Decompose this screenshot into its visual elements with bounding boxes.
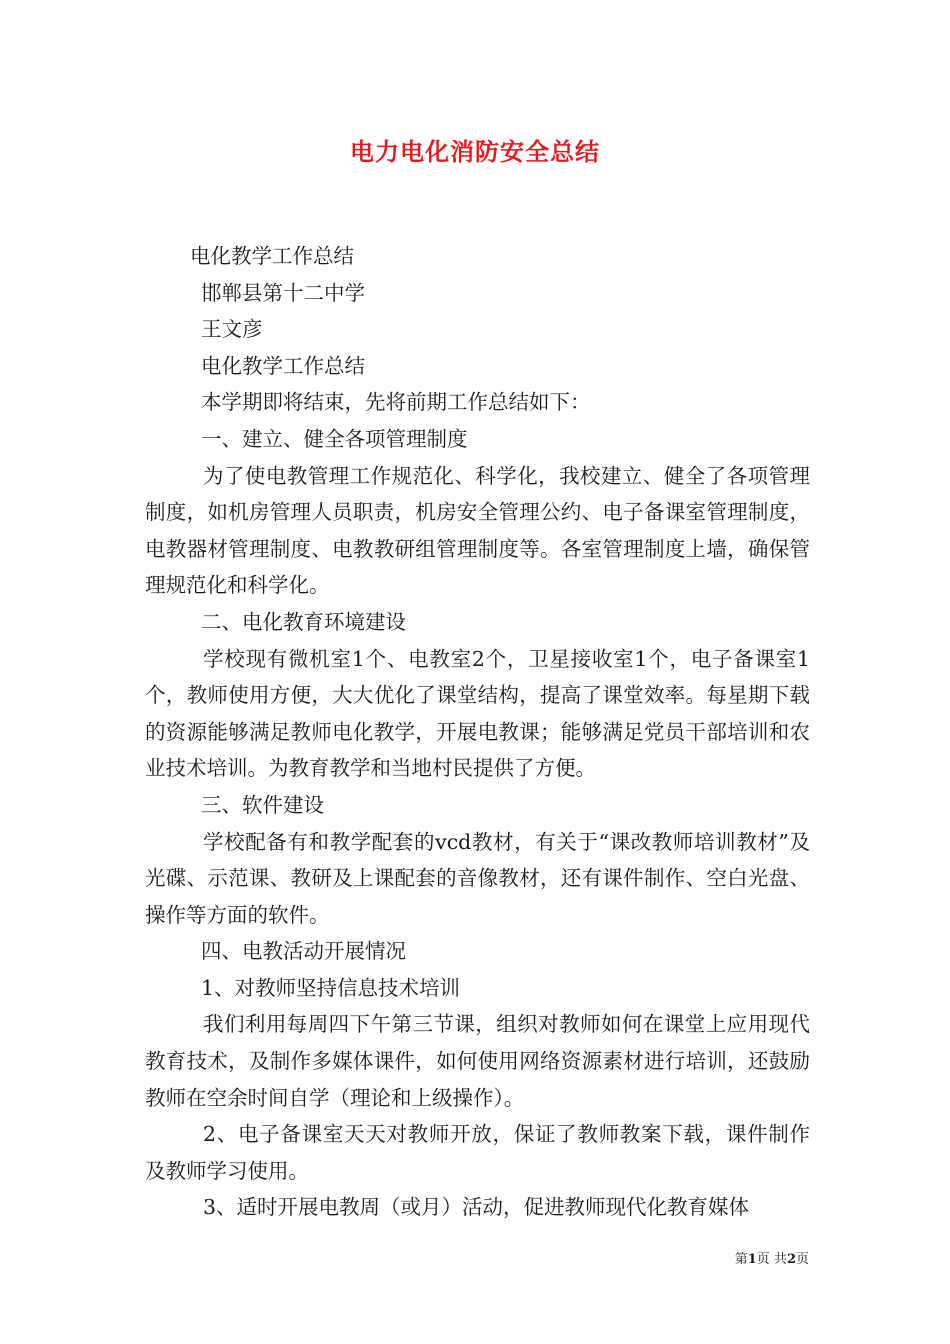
paragraph-environment: 学校现有微机室1个、电教室2个，卫星接收室1个，电子备课室1个，教师使用方便，大大优化了课堂结构，提高了课堂效率。每星期下载的资源能够满足教师电化教学，开展电教课；能够满足党员干部培训和农业技术培训。为教育教学和当地村民提供了方便。 xyxy=(145,646,810,781)
section-heading-1: 一、建立、健全各项管理制度 xyxy=(201,426,468,451)
paragraph-activities: 3、适时开展电教周（或月）活动，促进教师现代化教育媒体 xyxy=(203,1195,750,1220)
footer-middle: 页 共 xyxy=(756,1252,787,1267)
paragraph-training: 我们利用每周四下午第三节课，组织对教师如何在课堂上应用现代教育技术，及制作多媒体课件，如何使用网络资源素材进行培训，还鼓励教师在空余时间自学（理论和上级操作）。 xyxy=(145,1012,810,1110)
intro-line: 本学期即将结束，先将前期工作总结如下： xyxy=(201,390,591,415)
paragraph-lesson-room: 2、电子备课室天天对教师开放，保证了教师教案下载，课件制作及教师学习使用。 xyxy=(145,1122,810,1183)
header-line-author: 王文彦 xyxy=(201,317,263,342)
footer-total-pages: 2 xyxy=(786,1252,796,1267)
paragraph-software: 学校配备有和教学配套的vcd教材，有关于“课改教师培训教材”及光碟、示范课、教研及上课配套的音像教材，还有课件制作、空白光盘、操作等方面的软件。 xyxy=(145,829,810,927)
section-heading-3: 三、软件建设 xyxy=(201,792,324,817)
header-line-subject: 电化教学工作总结 xyxy=(190,244,354,268)
subsection-heading-4-1: 1、对教师坚持信息技术培训 xyxy=(201,975,461,1000)
document-title: 电力电化消防安全总结 xyxy=(350,137,600,166)
page-number-footer xyxy=(735,1248,809,1267)
footer-suffix: 页 xyxy=(795,1252,809,1267)
section-heading-2: 二、电化教育环境建设 xyxy=(201,609,406,634)
header-line-school: 邯郸县第十二中学 xyxy=(201,280,365,305)
paragraph-management: 为了使电教管理工作规范化、科学化，我校建立、健全了各项管理制度，如机房管理人员职责，机房安全管理公约、电子备课室管理制度，电教器材管理制度、电教教研组管理制度等。各室管理制度上墙，确保管理规范化和科学化。 xyxy=(145,463,810,598)
document-body xyxy=(145,238,810,1226)
footer-current-page: 1 xyxy=(747,1252,757,1267)
header-line-subject-repeat: 电化教学工作总结 xyxy=(201,353,365,378)
section-heading-4: 四、电教活动开展情况 xyxy=(201,939,406,964)
footer-prefix: 第 xyxy=(734,1252,748,1267)
